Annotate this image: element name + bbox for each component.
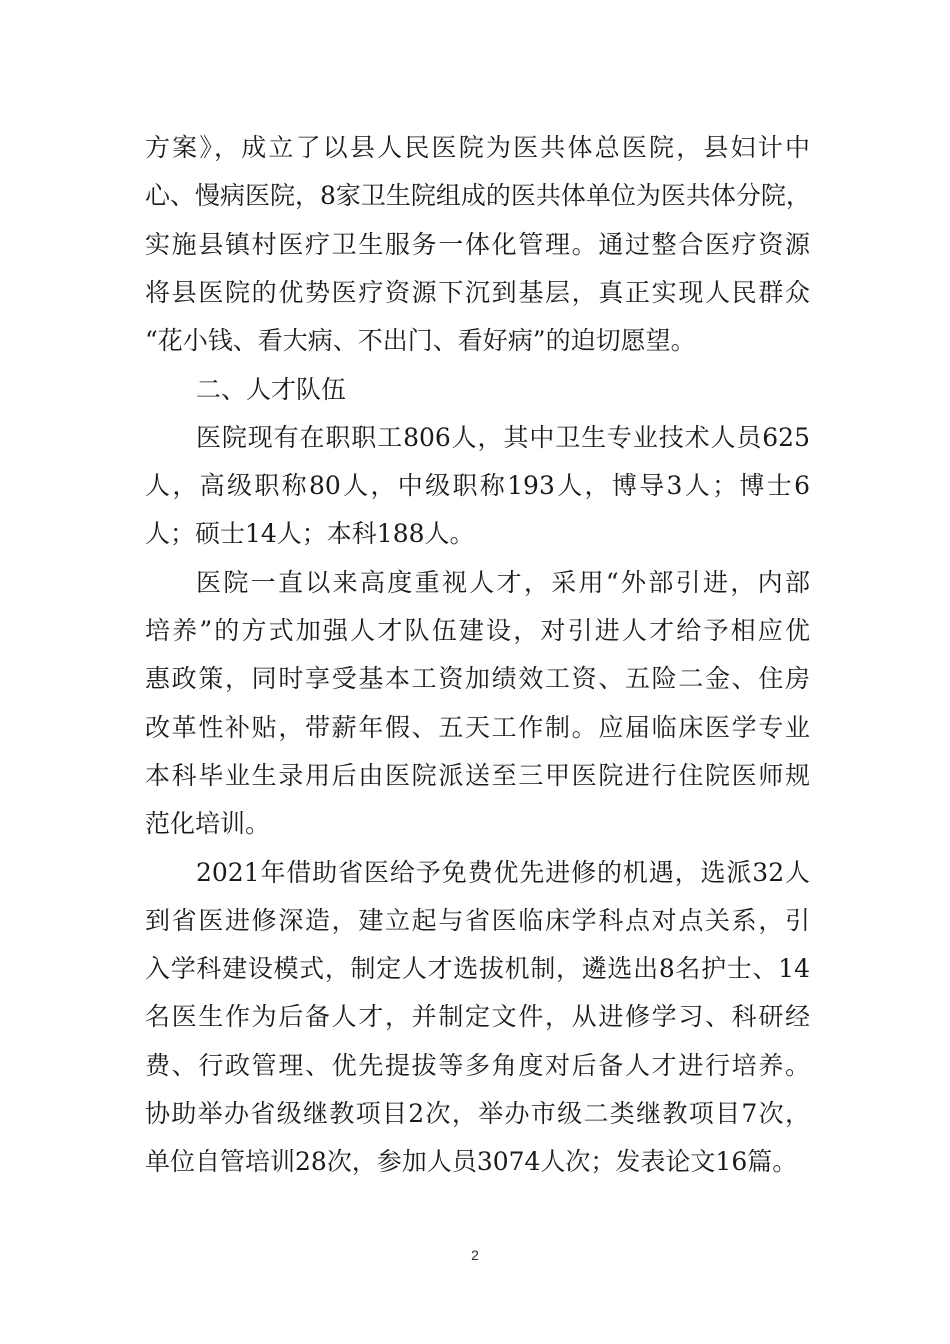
paragraph-line: 心、慢病医院，8家卫生院组成的医共体单位为医共体分院， [145,181,811,210]
paragraph-line: 协助举办省级继教项目2次，举办市级二类继教项目7次， [145,1099,810,1128]
paragraph-line: 惠政策，同时享受基本工资加绩效工资、五险二金、住房 [145,664,810,693]
page-number: 2 [471,1247,479,1263]
paragraph-line: 到省医进修深造，建立起与省医临床学科点对点关系，引 [145,906,810,935]
paragraph-line: 医院现有在职职工806人，其中卫生专业技术人员625 [196,423,810,452]
paragraph-line: 入学科建设模式，制定人才选拔机制，遴选出8名护士、14 [145,954,810,983]
section-heading: 二、人才队伍 [196,375,347,404]
paragraph-line: 费、行政管理、优先提拔等多角度对后备人才进行培养。 [145,1051,810,1080]
paragraph-line: 人；硕士14人；本科188人。 [145,519,475,548]
paragraph-line: 名医生作为后备人才，并制定文件，从进修学习、科研经 [145,1002,810,1031]
paragraph-line: 方案》，成立了以县人民医院为医共体总医院，县妇计中 [145,133,810,162]
paragraph-line: “花小钱、看大病、不出门、看好病”的迫切愿望。 [145,326,696,355]
paragraph-line: 将县医院的优势医疗资源下沉到基层，真正实现人民群众 [145,278,810,307]
paragraph-line: 医院一直以来高度重视人才，采用“外部引进，内部 [196,568,810,597]
paragraph-line: 改革性补贴，带薪年假、五天工作制。应届临床医学专业 [145,713,810,742]
paragraph-line: 2021年借助省医给予免费优先进修的机遇，选派32人 [196,858,810,887]
paragraph-line: 培养”的方式加强人才队伍建设，对引进人才给予相应优 [145,616,810,645]
paragraph-line: 单位自管培训28次，参加人员3074人次；发表论文16篇。 [145,1147,798,1176]
paragraph-line: 范化培训。 [145,809,271,838]
paragraph-line: 本科毕业生录用后由医院派送至三甲医院进行住院医师规 [145,761,810,790]
paragraph-line: 实施县镇村医疗卫生服务一体化管理。通过整合医疗资源 [145,230,810,259]
paragraph-line: 人，高级职称80人，中级职称193人，博导3人；博士6 [145,471,810,500]
